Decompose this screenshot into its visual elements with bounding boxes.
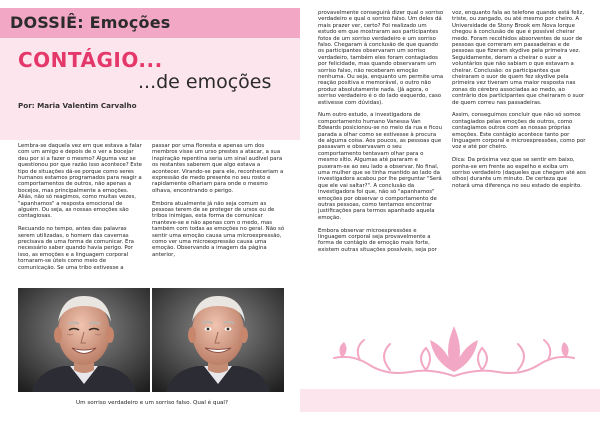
- paragraph: Dica: Da próxima vez que se sentir em baixo, ponha-se em frente ao espelho e exiba um sorriso verdadeiro (daqueles que chegam até aos olhos) durante um minuto. De certeza que notará uma diferença no seu estado de espírito.: [452, 157, 586, 189]
- photo-fake-smile: [152, 288, 284, 392]
- paragraph: voz, enquanto fala ao telefone quando está feliz, triste, ou zangado, ou até mesmo por cheiro. A Universidade de Stony Brook em Nova Iorque chegou à conclusão de que é possível cheirar medo. Foram recolhidos absorventes de suor de pessoas que correram em passadeiras e de pessoas que fizeram skydive pela primeira vez. Seguidamente, deram a cheirar o suor a voluntários que não sabiam o que estavam a cheirar. Conclusão: os participantes que cheiraram o suor de quem fez skydive pela primeira vez tiveram uma maior resposta nas zonas do cérebro associadas ao medo, ao contrário dos participantes que cheiraram o suor de quem correu nas passadeiras.: [452, 10, 585, 106]
- text-column-3: [318, 10, 444, 260]
- photo-genuine-smile: [18, 288, 150, 392]
- paragraph: provavelmente conseguirá dizer qual o sorriso verdadeiro e qual o sorriso falso. Um deles dá mais prazer ver, certo? Foi realizado um estudo em que mostraram aos participantes fotos de um sorriso verdadeiro e um sorriso falso. Chegaram à conclusão de que quando os participantes observaram um sorriso verdadeiro, também eles foram contagiados por felicidade, mas quando observaram um sorriso falso, não receberam emoção nenhuma. Ou seja, enquanto um permite uma reação positiva e memorável, o outro não produz absolutamente nada. (Já agora, o sorriso verdadeiro é o do lado esquerdo, caso estivesse com dúvidas).: [318, 10, 444, 106]
- paragraph: passar por uma floresta e apenas um dos membros visse um urso prestes a atacar, a sua inspiração repentina seria um sinal audível para os restantes saberem que algo estava a acontecer. Virando-se para ele, reconheceriam a expressão de medo presente no seu rosto e rapidamente olhariam para onde o mesmo olhava, encontrando o perigo.: [152, 143, 284, 194]
- article-title-line2: ...de emoções: [138, 71, 272, 93]
- paragraph: Lembra-se daquela vez em que estava a falar com um amigo e depois de o ver a bocejar deu por si a fazer o mesmo? Alguma vez se questionou por que razão isso acontece? Este tipo de situações dá-se porque como seres humanos estamos programados para reagir a comportamentos de outros, não apenas a bocejos, mas principalmente a emoções. Aliás, não só reagimos, como muitas vezes, "apanhamos" a resposta emocional de alguém. Ou seja, as nossas emoções são contagiosas.: [18, 143, 142, 220]
- paragraph: Assim, conseguimos concluir que não só somos contagiados pelas emoções de outros, como contagiamos outros com as nossas próprias emoções. Este contágio acontece tanto por linguagem corporal e microexpressões, como por voz e até por cheiro.: [452, 112, 586, 151]
- text-column-2: [152, 143, 286, 265]
- footer-band: [300, 389, 600, 412]
- flourish-ornament: [330, 318, 578, 380]
- paragraph: Embora observar microexpressões e linguagem corporal seja provavelmente a forma de contágio de emoção mais forte, existem outras situações possíveis, seja por: [318, 227, 437, 253]
- paragraph: Num outro estudo, a investigadora de comportamento humano Vanessa Van Edwards posicionou-se no meio da rua e ficou parada a olhar como se estivesse à procura de alguma coisa. Aos poucos, as pessoas que passavam e observavam o seu comportamento tentavam olhar para o mesmo sítio. Algumas até pararam e puseram-se ao seu lado a observar. No final, uma mulher que se tinha mantido ao lado da investigadora acabou por lhe perguntar "Será que ele vai saltar?". A conclusão da investigadora foi que, não só "apanhamos" emoções por observar o comportamento de outras pessoas, como tentamos encontrar justificações para termos apanhado aquela emoção.: [318, 112, 443, 221]
- text-column-4: [452, 10, 586, 195]
- text-column-1: [18, 143, 144, 277]
- article-title-line1: CONTÁGIO...: [18, 48, 163, 72]
- photo-caption: Um sorriso verdadeiro e um sorriso falso. Qual é qual?: [76, 400, 228, 406]
- section-title: DOSSIÊ: Emoções: [10, 13, 171, 32]
- author-byline: Por: Maria Valentim Carvalho: [18, 101, 137, 110]
- paragraph: Embora atualmente já não seja comum as pessoas terem de se proteger de ursos ou de tribos inimigas, esta forma de comunicar manteve-se e não apenas com o medo, mas também com todas as emoções no geral. Não só sentir uma emoção causa uma microexpressão, como ver uma microexpressão causa uma emoção. Observando a imagem da página anterior,: [152, 200, 285, 258]
- paragraph: Recuando no tempo, antes das palavras serem utilizadas, o homem das cavernas precisava de uma forma de comunicar. Era necessário saber quando havia perigo. Por isso, as emoções e a linguagem corporal tornaram-se úteis como meio de comunicação. Se uma tribo estivesse a: [18, 226, 134, 271]
